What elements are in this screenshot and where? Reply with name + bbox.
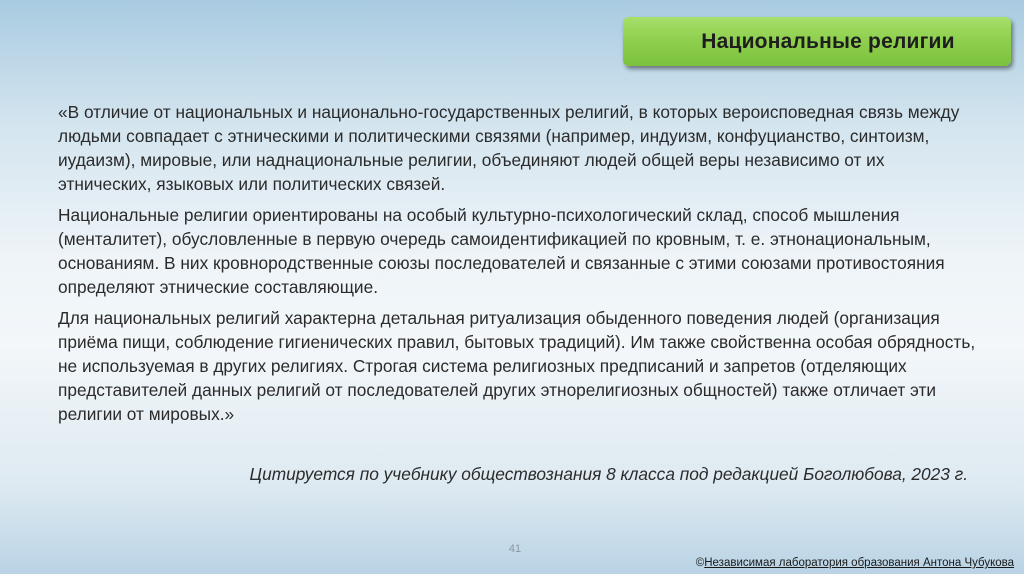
quote-body <box>58 100 978 433</box>
citation: Цитируется по учебнику обществознания 8 класса под редакцией Боголюбова, 2023 г. <box>249 464 968 484</box>
footer-link[interactable]: Независимая лаборатория образования Антона Чубукова <box>704 557 1014 569</box>
page-number: 41 <box>508 543 522 555</box>
title-box <box>623 17 1011 66</box>
paragraph-3: Для национальных религий характерна детальная ритуализация обыденного поведения людей (организация приёма пищи, соблюдение гигиенических правил, бытовых традиций). Им также свойственна особая обрядность, не используемая в других религиях. Строгая система религиозных предписаний и запретов (отделяющих представителей данных религий от последователей других этнорелигиозных общностей) также отличает эти религии от мировых.» <box>58 308 976 424</box>
slide-title: Национальные религии <box>701 29 955 53</box>
copyright-symbol: © <box>695 557 705 569</box>
footer-copyright <box>696 557 1014 569</box>
paragraph-2: Национальные религии ориентированы на особый культурно-психологический склад, способ мышления (менталитет), обусловленные в первую очередь самоидентификацией по кровным, т. е. этнонациональным, основаниям. В них кровнородственные союзы последователей и связанные с этими союзами противостояния определяют этнические составляющие. <box>58 205 945 297</box>
paragraph-1: «В отличие от национальных и национально-государственных религий, в которых вероисповедная связь между людьми совпадает с этническими и политическими связями (например, индуизм, конфуцианство, синтоизм, иудаизм), мировые, или наднациональные религии, объединяют людей общей веры независимо от их этнических, языковых или политических связей. <box>58 102 960 194</box>
